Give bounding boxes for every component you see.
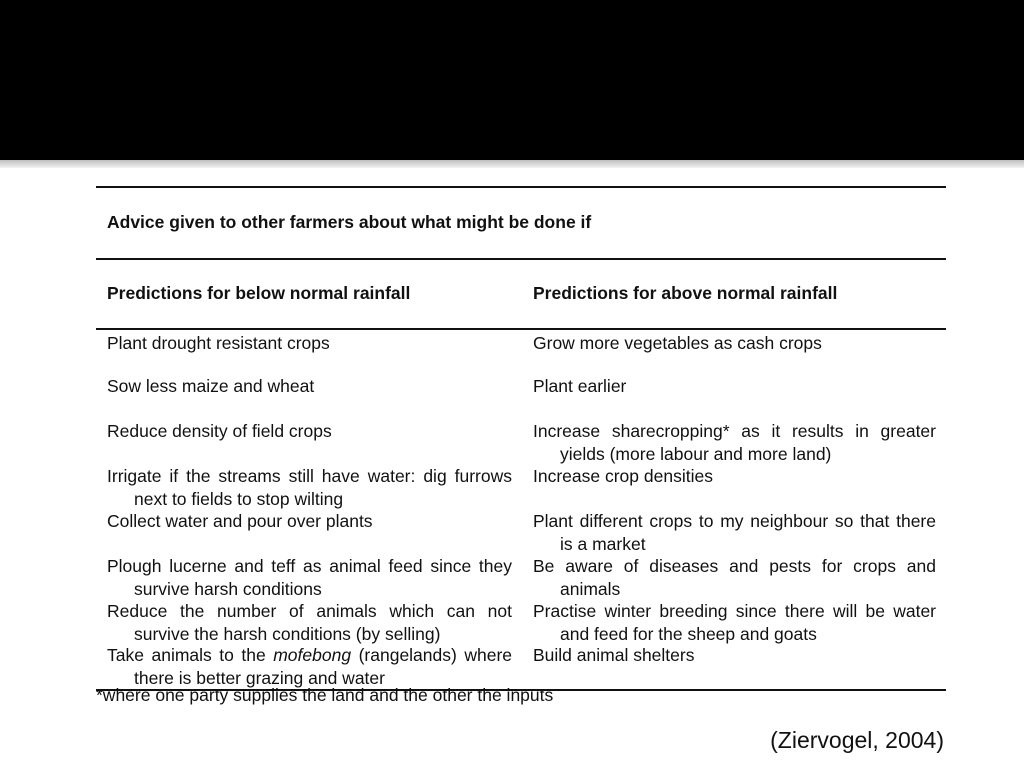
table-row (96, 510, 946, 555)
cell-above: Plant earlier (533, 376, 627, 396)
cell-above: Build animal shelters (533, 645, 695, 665)
table-footnote: *where one party supplies the land and the other the inputs (96, 685, 554, 705)
header-above-normal: Predictions for above normal rainfall (533, 283, 838, 303)
cell-above: Increase sharecropping* as it results in greater yields (more labour and more land) (533, 421, 936, 464)
advice-table (96, 186, 946, 691)
cell-above: Increase crop densities (533, 466, 713, 486)
cell-below (96, 644, 522, 689)
table-header-row (96, 260, 946, 328)
citation: (Ziervogel, 2004) (770, 727, 944, 753)
cell-above: Plant different crops to my neighbour so that there is a market (533, 511, 936, 554)
table-row (96, 644, 946, 689)
cell-below: Reduce the number of animals which can not survive the harsh conditions (by selling) (107, 601, 512, 644)
cell-below: Plant drought resistant crops (107, 333, 330, 353)
cell-below: Plough lucerne and teff as animal feed since they survive harsh conditions (107, 556, 512, 599)
cell-text-prefix: Take animals to the (107, 645, 274, 665)
table-row (96, 420, 946, 465)
title-bar-band (0, 0, 1024, 160)
cell-text-suffix: (rangelands) where there is better grazing and water (134, 645, 513, 688)
header-below-normal: Predictions for below normal rainfall (107, 283, 411, 303)
cell-above: Practise winter breeding since there will be water and feed for the sheep and goats (533, 601, 936, 644)
table-row (96, 465, 946, 510)
cell-above: Be aware of diseases and pests for crops and animals (533, 556, 936, 599)
table-row (96, 600, 946, 644)
cell-above: Grow more vegetables as cash crops (533, 333, 822, 353)
cell-below: Irrigate if the streams still have water: dig furrows next to fields to stop wilting (107, 466, 512, 509)
table-row (96, 555, 946, 600)
table-row (96, 332, 946, 375)
cell-below: Collect water and pour over plants (107, 511, 373, 531)
cell-below: Sow less maize and wheat (107, 376, 315, 396)
title-bar-shadow (0, 160, 1024, 168)
table-caption: Advice given to other farmers about what might be done if (107, 212, 592, 232)
table-row (96, 375, 946, 420)
cell-below: Reduce density of field crops (107, 421, 332, 441)
cell-text-italic: mofebong (273, 645, 352, 665)
